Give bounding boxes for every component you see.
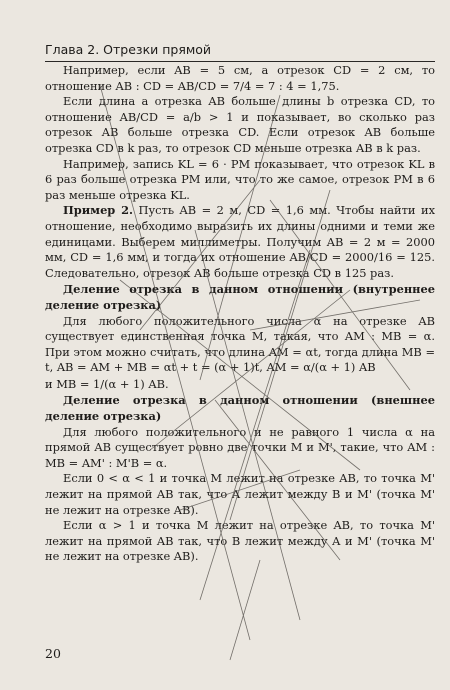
heading-external-division: Деление отрезка в данном отношении (внешнее деление отрезка): [45, 393, 435, 424]
paragraph-example-kl: Например, запись KL = 6 · PM показывает, что отрезок KL в 6 раз больше отрезка PM или, что то же самое, отрезок PM в 6 раз меньше отрезка KL.: [45, 156, 435, 202]
paragraph-case-alpha-less-1: Если 0 < α < 1 и точка M лежит на отрезке AB, то точка M' лежит на прямой AB так, что A лежит между B и M' (точка M' не лежит на отрезке AB).: [45, 471, 435, 517]
paragraph-example-2: [45, 203, 435, 281]
chapter-header: Глава 2. Отрезки прямой: [45, 42, 435, 62]
paragraph-ratio-definition: Если длина a отрезка AB больше длины b отрезка CD, то отношение AB/CD = a/b > 1 и показывает, во сколько раз отрезок AB больше отрезка CD. Если отрезок AB больше отрезка CD в k раз, то отрезок CD меньше отрезка AB в k раз.: [45, 94, 435, 155]
formula-mb: и MB = 1/(α + 1) AB.: [45, 376, 169, 391]
page-number: 20: [45, 646, 61, 661]
paragraph-case-alpha-greater-1: Если α > 1 и точка M лежит на отрезке AB, то точка M' лежит на прямой AB так, что B лежит между A и M' (точка M' не лежит на отрезке AB).: [45, 518, 435, 564]
paragraph-external-division: Для любого положительного и не равного 1 числа α на прямой AB существует ровно две точки M и M', такие, что AM : MB = AM' : M'B = α.: [45, 424, 435, 470]
example-2-label: Пример 2.: [63, 203, 134, 218]
paragraph-example-1: Например, если AB = 5 см, а отрезок CD = 2 см, то отношение AB : CD = AB/CD = 7/4 = 7 : 4 = 1,75.: [45, 63, 435, 93]
scribble-line: [230, 560, 260, 660]
heading-internal-division: Деление отрезка в данном отношении (внутреннее деление отрезка): [45, 282, 435, 312]
page-body: [45, 63, 435, 565]
example-2-text: Пусть AB = 2 м, CD = 1,6 мм. Чтобы найти их отношение, необходимо выразить их длины одними и теми же единицами. Выберем миллиметры. Получим AB = 2 м = 2000 мм, CD = 1,6 мм, и тогда их отношение AB/CD = 2000/16 = 125. Следовательно, отрезок AB больше отрезка CD в 125 раз.: [45, 203, 435, 280]
paragraph-internal-division: Для любого положительного числа α на отрезке AB существует единственная точка M, такая, что AM : MB = α. При этом можно считать, что длина AM = αt, тогда длина MB = t, AB = AM + MB = αt + t = (α + 1)t, AM = α/(α + 1) AB: [45, 313, 435, 375]
